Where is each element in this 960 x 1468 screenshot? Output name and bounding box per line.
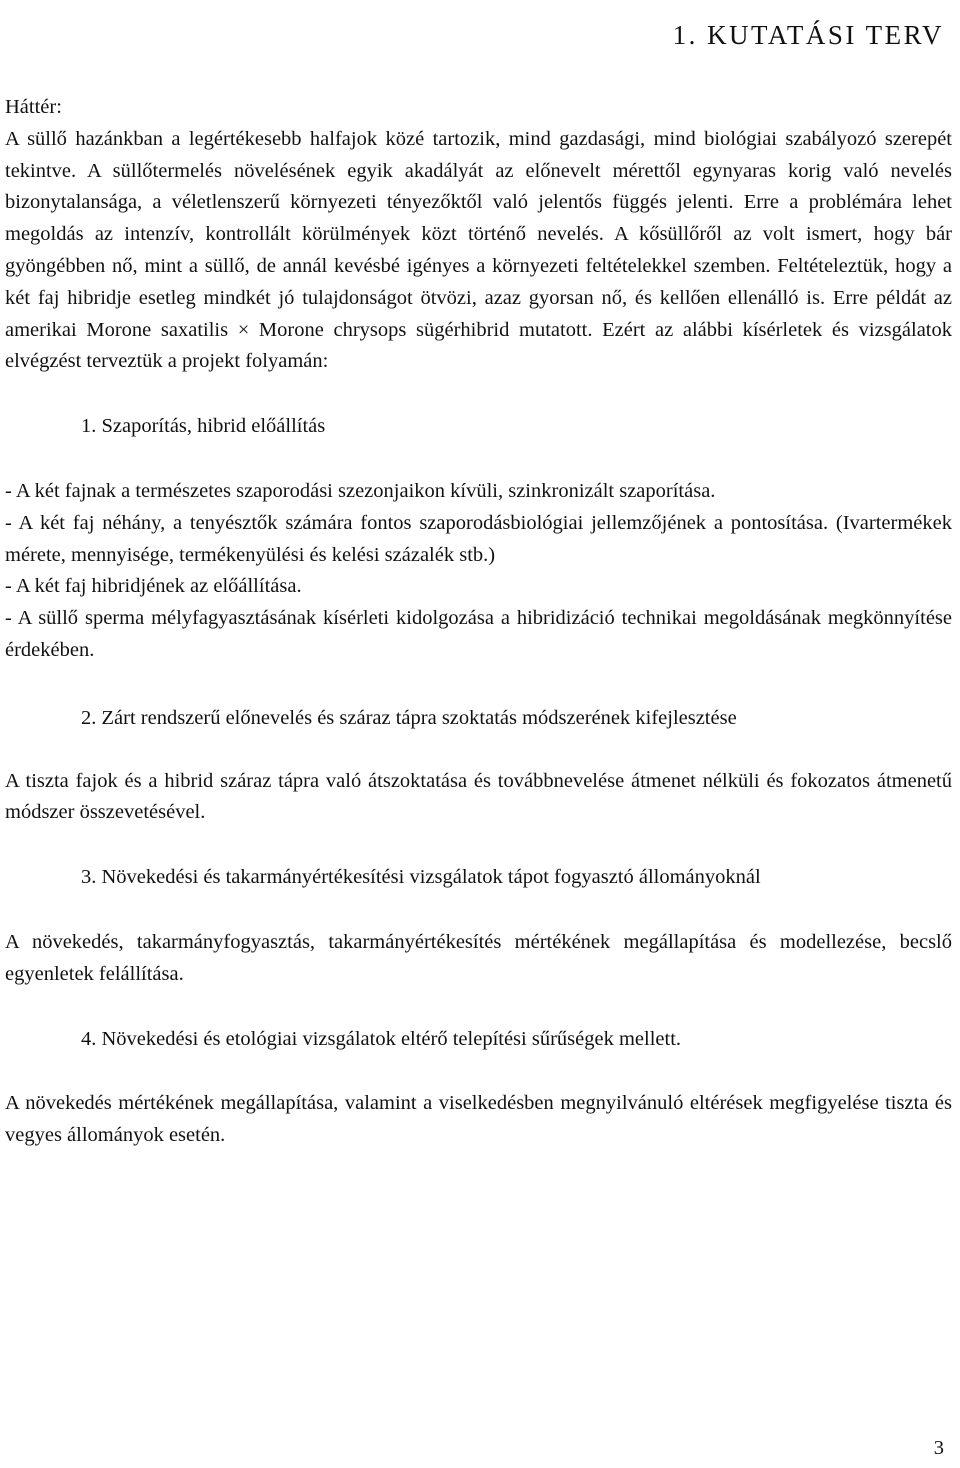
background-paragraph: A süllő hazánkban a legértékesebb halfajok közé tartozik, mind gazdasági, mind biológiai szabályozó szerepét tekintve. A süllőtermelés növelésének egyik akadályát az előnevelt mérettől egynyaras korig való nevelés bizonytalansága, a véletlenszerű környezeti tényezőktől való jelentős függés jelenti. Erre a problémára lehet megoldás az intenzív, kontrollált körülmények közt történő nevelés. A kősüllőről az volt ismert, hogy bár gyöngébben nő, mint a süllő, de annál kevésbé igényes a környezeti feltételekkel szemben. Feltételeztük, hogy a két faj hibridje esetleg mindkét jó tulajdonságot ötvözi, azaz gyorsan nő, és kellően ellenálló is. Erre példát az amerikai Morone saxatilis × Morone chrysops sügérhibrid mutatott. Ezért az alábbi kísérletek és vizsgálatok elvégzést terveztük a projekt folyamán: (5, 127, 952, 373)
section-4-heading: 4. Növekedési és etológiai vizsgálatok eltérő telepítési sűrűségek mellett. (81, 1027, 682, 1050)
section-1-item-3: - A két faj hibridjének az előállítása. (5, 575, 302, 598)
section-4-paragraph: A növekedés mértékének megállapítása, valamint a viselkedésben megnyilvánuló eltérések megfigyelése tiszta és vegyes állományok esetén. (5, 1092, 952, 1147)
section-2-paragraph: A tiszta fajok és a hibrid száraz tápra való átszoktatása és továbbnevelése átmenet nélküli és fokozatos átmenetű módszer összevetésével. (5, 769, 952, 824)
background-label: Háttér: (5, 96, 62, 118)
document-body (5, 92, 952, 1152)
section-1-heading: 1. Szaporítás, hibrid előállítás (81, 415, 326, 438)
section-1-item-4: - A süllő sperma mélyfagyasztásának kísérleti kidolgozása a hibridizáció technikai megoldásának megkönnyítése érdekében. (5, 607, 952, 661)
section-3-heading: 3. Növekedési és takarmányértékesítési vizsgálatok tápot fogyasztó állományoknál (81, 866, 761, 889)
section-1-item-2: - A két faj néhány, a tenyésztők számára fontos szaporodásbiológiai jellemzőjének a pontosítása. (Ivartermékek mérete, mennyisége, termékenyülési és kelési százalék stb.) (5, 511, 952, 566)
section-3-paragraph: A növekedés, takarmányfogyasztás, takarmányértékesítés mértékének megállapítása és modellezése, becslő egyenletek felállítása. (5, 930, 952, 985)
page-title: 1. KUTATÁSI TERV (672, 20, 944, 50)
section-1-item-1: - A két fajnak a természetes szaporodási szezonjaikon kívüli, szinkronizált szaporítása. (5, 479, 716, 502)
section-2-heading: 2. Zárt rendszerű előnevelés és száraz tápra szoktatás módszerének kifejlesztése (81, 706, 737, 729)
page-number: 3 (933, 1437, 944, 1459)
